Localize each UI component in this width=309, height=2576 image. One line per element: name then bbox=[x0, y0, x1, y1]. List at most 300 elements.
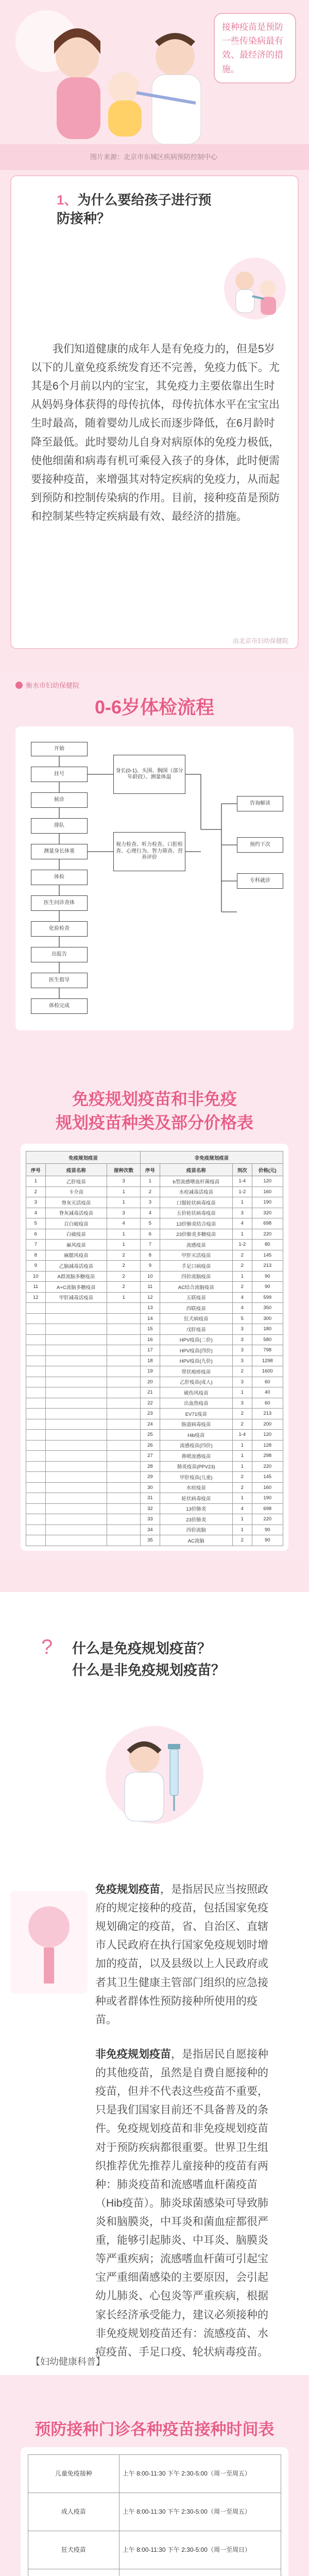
table-cell: 11 bbox=[26, 1282, 46, 1293]
table-cell: 3 bbox=[141, 1197, 160, 1208]
table-cell: 轮状病毒疫苗 bbox=[160, 1493, 232, 1504]
table-cell bbox=[107, 1355, 141, 1366]
table-row bbox=[26, 1208, 283, 1218]
table-cell bbox=[45, 1355, 107, 1366]
table-cell bbox=[26, 1409, 46, 1419]
time-cell: 上午 8:00-11:30 下午 2:30-5:00（周一至周日） bbox=[119, 2531, 281, 2569]
table-cell bbox=[107, 1472, 141, 1483]
table-cell: 甲肝疫苗(儿童) bbox=[160, 1472, 232, 1483]
schedule-card bbox=[21, 2447, 288, 2576]
table-cell: 五价轮状病毒疫苗 bbox=[160, 1208, 232, 1218]
flow-step-queue: 排队 bbox=[31, 818, 88, 834]
table-cell: 33 bbox=[141, 1514, 160, 1525]
flow-step-measure: 测量身长体重 bbox=[31, 844, 88, 859]
table-cell: 40 bbox=[252, 1387, 283, 1398]
vaccine-table-body bbox=[26, 1176, 283, 1546]
intro-title-text: 为什么要给孩子进行预防接种？ bbox=[57, 192, 212, 227]
table-row bbox=[26, 1250, 283, 1261]
table-cell: 四价流脑疫苗 bbox=[160, 1271, 232, 1282]
question-unplanned: 什么是非免疫规划疫苗？ bbox=[72, 1662, 225, 1678]
table-cell: 21 bbox=[141, 1387, 160, 1398]
table-cell: 599 bbox=[252, 1292, 283, 1303]
table-row bbox=[26, 1409, 283, 1419]
flow-chart bbox=[15, 726, 294, 1030]
table-cell: 4 bbox=[26, 1208, 46, 1218]
table-cell: 百白破疫苗 bbox=[45, 1218, 107, 1229]
table-cell: 3 bbox=[107, 1208, 141, 1218]
table-cell: AC流脑 bbox=[160, 1535, 232, 1546]
table-cell bbox=[107, 1451, 141, 1462]
vaccine-table-card bbox=[21, 1144, 288, 1551]
table-cell: 1-2 bbox=[232, 1240, 252, 1250]
table-cell: 1 bbox=[232, 1197, 252, 1208]
planned-text: ，是指居民应当按照政府的规定接种的疫苗，包括国家免疫规划确定的疫苗，省、自治区、直辖市人民政府在执行国家免疫规划时增加的疫苗，以及县级以上人民政府或者其卫生健康主管部门组织的应急接种或者群体性预防接种所使用的疫苗。 bbox=[95, 1884, 268, 2026]
table-cell: 麻风疫苗 bbox=[45, 1240, 107, 1250]
table-cell: 3 bbox=[232, 1355, 252, 1366]
table-cell: 脊灰灭活疫苗 bbox=[45, 1197, 107, 1208]
table-row bbox=[26, 1240, 283, 1250]
table-cell: 1 bbox=[26, 1176, 46, 1187]
table-cell: 1 bbox=[232, 1271, 252, 1282]
table-cell: 17 bbox=[141, 1345, 160, 1356]
table-cell bbox=[107, 1303, 141, 1314]
table-cell: 1298 bbox=[252, 1355, 283, 1366]
table-cell: b型流感嗜血杆菌疫苗 bbox=[160, 1176, 232, 1187]
flow-step-consult: 咨询解读 bbox=[237, 796, 283, 811]
doctor-syringe-illustration bbox=[93, 1721, 216, 1829]
table-cell: 9 bbox=[26, 1261, 46, 1272]
table-cell bbox=[107, 1324, 141, 1335]
flow-step-exam: 体检 bbox=[31, 870, 88, 885]
table-cell: 145 bbox=[252, 1472, 283, 1483]
intro-section bbox=[0, 0, 309, 670]
table-row bbox=[26, 1313, 283, 1324]
table-cell: 24 bbox=[141, 1419, 160, 1430]
time-cell bbox=[119, 2569, 281, 2576]
table-cell: 80 bbox=[252, 1240, 283, 1250]
table-cell: 3 bbox=[232, 1334, 252, 1345]
table-cell: 7 bbox=[141, 1240, 160, 1250]
table-cell bbox=[26, 1461, 46, 1472]
table-row bbox=[26, 1218, 283, 1229]
table-cell: 1 bbox=[232, 1514, 252, 1525]
table-cell: 1 bbox=[232, 1387, 252, 1398]
table-cell bbox=[107, 1398, 141, 1409]
hospital-logo-text: 衡水市妇幼保健院 bbox=[26, 682, 80, 689]
table-cell: 1 bbox=[107, 1229, 141, 1240]
table-row bbox=[28, 2455, 281, 2493]
table-cell: 698 bbox=[252, 1503, 283, 1514]
table-row bbox=[26, 1292, 283, 1303]
flow-step-wait: 候诊 bbox=[31, 792, 88, 808]
table-cell: 3 bbox=[232, 1398, 252, 1409]
table-cell: 6 bbox=[141, 1229, 160, 1240]
table-cell bbox=[26, 1524, 46, 1535]
table-cell: 3 bbox=[232, 1377, 252, 1387]
table-cell: 2 bbox=[232, 1419, 252, 1430]
table-cell: 2 bbox=[107, 1261, 141, 1272]
table-cell: 戊肝疫苗 bbox=[160, 1324, 232, 1335]
vaccine-table-title-line1: 免疫规划疫苗和非免疫 bbox=[72, 1090, 237, 1108]
table-cell: 2 bbox=[232, 1409, 252, 1419]
table-row bbox=[26, 1535, 283, 1546]
hospital-logo-icon bbox=[15, 682, 23, 689]
flow-title: 0-6岁体检流程 bbox=[94, 697, 215, 718]
table-row bbox=[26, 1430, 283, 1440]
table-cell: 乙脑减毒活疫苗 bbox=[45, 1261, 107, 1272]
table-cell: 220 bbox=[252, 1229, 283, 1240]
table-row bbox=[26, 1398, 283, 1409]
table-cell: 1 bbox=[232, 1461, 252, 1472]
table-cell bbox=[107, 1503, 141, 1514]
table-cell bbox=[45, 1345, 107, 1356]
table-row bbox=[26, 1324, 283, 1335]
table-cell: 190 bbox=[252, 1493, 283, 1504]
table-cell: 8 bbox=[26, 1250, 46, 1261]
table-cell: AC结合流脑疫苗 bbox=[160, 1282, 232, 1293]
table-cell bbox=[26, 1303, 46, 1314]
table-cell: 甲肝灭活疫苗 bbox=[160, 1250, 232, 1261]
subheader-cell: 序号 bbox=[26, 1164, 46, 1176]
table-cell: 1 bbox=[141, 1176, 160, 1187]
intro-title bbox=[57, 191, 216, 228]
table-cell: 2 bbox=[232, 1535, 252, 1546]
subheader-cell: 疫苗名称 bbox=[160, 1164, 232, 1176]
table-cell: 19 bbox=[141, 1366, 160, 1377]
flow-section bbox=[0, 670, 309, 1041]
table-cell: 乙肝疫苗 bbox=[45, 1176, 107, 1187]
table-row bbox=[26, 1334, 283, 1345]
vaccination-illustration bbox=[216, 252, 294, 325]
schedule-section bbox=[0, 2375, 309, 2576]
table-row bbox=[26, 1355, 283, 1366]
table-cell bbox=[107, 1313, 141, 1324]
flow-step-lab: 化验检查 bbox=[31, 921, 88, 937]
table-cell: 1-4 bbox=[232, 1430, 252, 1440]
table-cell: 3 bbox=[232, 1345, 252, 1356]
table-cell: 11 bbox=[141, 1282, 160, 1293]
table-row bbox=[26, 1440, 283, 1451]
table-cell: 流感疫苗 bbox=[160, 1240, 232, 1250]
table-row bbox=[26, 1514, 283, 1525]
table-cell: 口服轮状病毒疫苗 bbox=[160, 1197, 232, 1208]
table-cell: 肺炎疫苗(PPV23) bbox=[160, 1461, 232, 1472]
table-cell bbox=[26, 1313, 46, 1324]
vaccine-table-subheader bbox=[26, 1164, 283, 1176]
table-cell bbox=[26, 1503, 46, 1514]
table-cell: A群流脑多糖疫苗 bbox=[45, 1271, 107, 1282]
planned-definition bbox=[95, 1880, 278, 2029]
table-row bbox=[26, 1503, 283, 1514]
table-row bbox=[26, 1176, 283, 1187]
table-cell: 五联疫苗 bbox=[160, 1292, 232, 1303]
table-row bbox=[28, 2569, 281, 2576]
table-cell: 甲肝减毒活疫苗 bbox=[45, 1292, 107, 1303]
table-cell bbox=[45, 1324, 107, 1335]
table-row bbox=[26, 1282, 283, 1293]
schedule-table bbox=[28, 2454, 281, 2576]
table-row bbox=[26, 1482, 283, 1493]
table-cell: 四联疫苗 bbox=[160, 1303, 232, 1314]
subheader-cell: 价格(元) bbox=[252, 1164, 283, 1176]
table-cell: 5 bbox=[141, 1218, 160, 1229]
table-cell: 3 bbox=[26, 1197, 46, 1208]
table-cell: HPV疫苗(四价) bbox=[160, 1345, 232, 1356]
table-cell: 798 bbox=[252, 1345, 283, 1356]
table-cell: 23价肺炎 bbox=[160, 1514, 232, 1525]
table-cell: 1-4 bbox=[232, 1176, 252, 1187]
flow-step-advice: 医生指导 bbox=[31, 973, 88, 988]
table-row bbox=[26, 1377, 283, 1387]
table-cell: 26 bbox=[141, 1440, 160, 1451]
table-cell bbox=[45, 1524, 107, 1535]
table-cell: 60 bbox=[252, 1377, 283, 1387]
table-cell: 3 bbox=[232, 1208, 252, 1218]
table-cell: 9 bbox=[141, 1261, 160, 1272]
table-cell: 18 bbox=[141, 1355, 160, 1366]
flow-note-exam: 视力检查、听力检查、口腔检查、心理行为、智力筛查、营养评价 bbox=[113, 832, 185, 871]
table-cell: 4 bbox=[232, 1292, 252, 1303]
table-cell: 180 bbox=[252, 1324, 283, 1335]
table-cell: 90 bbox=[252, 1524, 283, 1535]
table-cell: 20 bbox=[141, 1377, 160, 1387]
subheader-cell: 疫苗名称 bbox=[45, 1164, 107, 1176]
table-cell: 1 bbox=[232, 1440, 252, 1451]
service-cell bbox=[28, 2569, 119, 2576]
table-cell bbox=[26, 1535, 46, 1546]
table-cell: 白破疫苗 bbox=[45, 1229, 107, 1240]
table-cell: 四价流脑 bbox=[160, 1524, 232, 1535]
table-cell: 水痘减毒活疫苗 bbox=[160, 1187, 232, 1197]
table-cell: 2 bbox=[232, 1282, 252, 1293]
vaccine-table-title-line2: 规划疫苗种类及部分价格表 bbox=[55, 1113, 253, 1132]
table-cell: 4 bbox=[141, 1208, 160, 1218]
table-cell bbox=[45, 1303, 107, 1314]
table-cell: 1 bbox=[107, 1197, 141, 1208]
table-cell: HPV疫苗(二价) bbox=[160, 1334, 232, 1345]
table-cell: 145 bbox=[252, 1250, 283, 1261]
table-cell: 22 bbox=[141, 1398, 160, 1409]
table-cell: 2 bbox=[232, 1261, 252, 1272]
table-cell bbox=[107, 1345, 141, 1356]
table-cell: 1 bbox=[107, 1292, 141, 1303]
table-row bbox=[26, 1366, 283, 1377]
table-cell: 90 bbox=[252, 1282, 283, 1293]
service-cell: 狂犬疫苗 bbox=[28, 2531, 119, 2569]
table-cell: 160 bbox=[252, 1187, 283, 1197]
table-row bbox=[26, 1271, 283, 1282]
table-cell: 35 bbox=[141, 1535, 160, 1546]
table-cell: 鼻喷流感疫苗 bbox=[160, 1451, 232, 1462]
table-row bbox=[26, 1524, 283, 1535]
table-cell bbox=[26, 1324, 46, 1335]
table-cell: 190 bbox=[252, 1197, 283, 1208]
flow-step-follow: 预约下次 bbox=[237, 837, 283, 853]
section-top-bar bbox=[0, 1561, 309, 1592]
table-cell: 213 bbox=[252, 1409, 283, 1419]
table-cell: 1 bbox=[232, 1493, 252, 1504]
vaccine-table-title bbox=[0, 1087, 309, 1135]
flow-note-measure: 身长(0-1)、头围、胸围（部分年龄段）、测量体温 bbox=[113, 755, 185, 794]
table-row bbox=[28, 2531, 281, 2569]
table-cell bbox=[107, 1482, 141, 1493]
unplanned-definition bbox=[95, 2045, 278, 2362]
table-cell: 128 bbox=[252, 1440, 283, 1451]
table-cell: 12 bbox=[26, 1292, 46, 1303]
flow-step-doctor: 医生问诊查体 bbox=[31, 895, 88, 911]
vaccine-table bbox=[26, 1151, 283, 1546]
table-cell bbox=[45, 1398, 107, 1409]
table-cell: 2 bbox=[232, 1250, 252, 1261]
table-cell bbox=[26, 1366, 46, 1377]
table-row bbox=[28, 2493, 281, 2531]
table-cell: 1 bbox=[232, 1451, 252, 1462]
flow-step-done: 体检完成 bbox=[31, 998, 88, 1014]
service-cell: 儿童免疫接种 bbox=[28, 2455, 119, 2493]
table-cell: 580 bbox=[252, 1334, 283, 1345]
table-cell: 10 bbox=[141, 1271, 160, 1282]
table-cell: 乙肝疫苗(成人) bbox=[160, 1377, 232, 1387]
schedule-title: 预防接种门诊各种疫苗接种时间表 bbox=[35, 2420, 274, 2438]
table-cell: 1 bbox=[107, 1187, 141, 1197]
table-cell bbox=[45, 1440, 107, 1451]
vaccine-table-section bbox=[0, 1041, 309, 1561]
table-cell bbox=[107, 1387, 141, 1398]
table-cell: 麻腮风疫苗 bbox=[45, 1250, 107, 1261]
table-row bbox=[26, 1303, 283, 1314]
table-cell: 2 bbox=[107, 1271, 141, 1282]
table-cell: 31 bbox=[141, 1493, 160, 1504]
table-cell: 1 bbox=[232, 1524, 252, 1535]
intro-number: 1、 bbox=[57, 192, 78, 208]
table-row bbox=[26, 1387, 283, 1398]
table-cell: 脊灰减毒活疫苗 bbox=[45, 1208, 107, 1218]
table-cell: 狂犬病疫苗 bbox=[160, 1313, 232, 1324]
schedule-table-body bbox=[28, 2455, 281, 2576]
table-cell bbox=[26, 1345, 46, 1356]
table-cell: 90 bbox=[252, 1271, 283, 1282]
table-cell: 213 bbox=[252, 1261, 283, 1272]
table-cell bbox=[107, 1461, 141, 1472]
left-header: 免疫规划疫苗 bbox=[26, 1151, 141, 1164]
table-cell: 350 bbox=[252, 1303, 283, 1314]
planned-label: 免疫规划疫苗 bbox=[95, 1884, 160, 1895]
table-cell: 破伤风疫苗 bbox=[160, 1387, 232, 1398]
table-cell bbox=[45, 1377, 107, 1387]
question-icon: ? bbox=[41, 1636, 53, 1658]
table-cell: 13 bbox=[141, 1303, 160, 1314]
table-cell: 3 bbox=[232, 1324, 252, 1335]
table-cell: 30 bbox=[141, 1482, 160, 1493]
table-cell bbox=[45, 1472, 107, 1483]
time-cell: 上午 8:00-11:30 下午 2:30-5:00（周一至周五） bbox=[119, 2455, 281, 2493]
table-cell bbox=[45, 1535, 107, 1546]
science-footer: 【妇幼健康科普】 bbox=[31, 2357, 105, 2367]
table-cell: 120 bbox=[252, 1430, 283, 1440]
table-cell: 10 bbox=[26, 1271, 46, 1282]
table-cell: 12 bbox=[141, 1292, 160, 1303]
table-cell: 卡介苗 bbox=[45, 1187, 107, 1197]
table-cell bbox=[26, 1398, 46, 1409]
flow-step-reg: 挂号 bbox=[31, 767, 88, 782]
table-cell bbox=[26, 1430, 46, 1440]
table-cell bbox=[45, 1313, 107, 1324]
table-cell: 2 bbox=[141, 1187, 160, 1197]
table-cell: 320 bbox=[252, 1208, 283, 1218]
table-cell: Hib疫苗 bbox=[160, 1430, 232, 1440]
watermark: 由北京市妇幼保健院 bbox=[232, 637, 288, 645]
table-cell: 298 bbox=[252, 1451, 283, 1462]
flow-step-result: 出报告 bbox=[31, 947, 88, 962]
table-cell: 60 bbox=[252, 1398, 283, 1409]
table-cell bbox=[45, 1514, 107, 1525]
table-cell bbox=[107, 1524, 141, 1535]
table-cell: 2 bbox=[232, 1366, 252, 1377]
table-cell bbox=[26, 1440, 46, 1451]
table-cell: 5 bbox=[232, 1313, 252, 1324]
subheader-cell: 序号 bbox=[141, 1164, 160, 1176]
table-row bbox=[26, 1451, 283, 1462]
table-cell bbox=[45, 1461, 107, 1472]
table-row bbox=[26, 1187, 283, 1197]
table-cell: HPV疫苗(九价) bbox=[160, 1355, 232, 1366]
table-cell: 4 bbox=[232, 1303, 252, 1314]
table-cell: 流感疫苗(四价) bbox=[160, 1440, 232, 1451]
table-cell bbox=[45, 1409, 107, 1419]
table-cell bbox=[107, 1430, 141, 1440]
table-cell bbox=[45, 1503, 107, 1514]
table-row bbox=[26, 1493, 283, 1504]
table-cell: 2 bbox=[232, 1482, 252, 1493]
intro-paragraph: 我们知道健康的成年人是有免疫力的，但是5岁以下的儿童免疫系统发育还不完善，免疫力低下。尤其是6个月前以内的宝宝，其免疫力主要依靠出生时从妈妈身体获得的母传抗体，母传抗体水平在宝宝出生时最高，随着婴幼儿成长而逐步降低，在6月龄时降至最低。此时婴幼儿自身对病原体的免疫力极低，使他细菌和病毒有机可乘侵入孩子的身体，此时便需要接种疫苗，来增强其对特定疾病的免疫力，从而起到预防和控制传染病的作用。目前，接种疫苗是预防和控制某些特定疾病最有效、最经济的措施。 bbox=[31, 343, 280, 522]
table-cell: 5 bbox=[26, 1218, 46, 1229]
table-cell bbox=[107, 1366, 141, 1377]
table-cell bbox=[26, 1419, 46, 1430]
table-cell: 120 bbox=[252, 1176, 283, 1187]
hero-caption: 图片来源：北京市东城区疾病预防控制中心 bbox=[90, 153, 218, 161]
table-cell bbox=[107, 1409, 141, 1419]
unplanned-text: ，是指居民自愿接种的其他疫苗，虽然是自费自愿接种的疫苗，但并不代表这些疫苗不重要，只是我们国家目前还不具备普及的条件。免疫规划疫苗和非免疫规划疫苗对于预防疾病都很重要。世界卫生组织推荐优先推荐儿童接种的疫苗有两种：肺炎疫苗和流感嗜血杆菌疫苗（Hib疫苗）。肺炎球菌感染可导致肺炎和脑膜炎，中耳炎和菌血症都很严重，能够引起肺炎、中耳炎、脑膜炎等严重疾病；流感嗜血杆菌可引起宝宝严重细菌感染的主要原因，会引起幼儿肺炎、心包炎等严重疾病，根据家长经济承受能力，建议必须接种的非免疫规划疫苗还有：流感疫苗、水痘疫苗、手足口疫、轮状病毒疫苗。 bbox=[95, 2048, 269, 2358]
table-cell bbox=[45, 1493, 107, 1504]
table-cell: 4 bbox=[232, 1218, 252, 1229]
table-row bbox=[26, 1197, 283, 1208]
table-row bbox=[26, 1345, 283, 1356]
table-cell bbox=[45, 1451, 107, 1462]
table-row bbox=[26, 1472, 283, 1483]
table-row bbox=[26, 1229, 283, 1240]
subheader-cell: 接种次数 bbox=[107, 1164, 141, 1176]
table-cell: 90 bbox=[252, 1535, 283, 1546]
table-cell: 13价肺炎结合疫苗 bbox=[160, 1218, 232, 1229]
table-cell: 13价肺炎 bbox=[160, 1503, 232, 1514]
table-cell: 2 bbox=[232, 1472, 252, 1483]
table-cell bbox=[45, 1430, 107, 1440]
table-cell: 200 bbox=[252, 1419, 283, 1430]
table-row bbox=[26, 1261, 283, 1272]
table-cell bbox=[26, 1334, 46, 1345]
table-cell bbox=[107, 1334, 141, 1345]
table-cell: 4 bbox=[232, 1503, 252, 1514]
table-cell: 带状疱疹疫苗 bbox=[160, 1366, 232, 1377]
definition-section bbox=[0, 1561, 309, 2375]
table-cell: 1 bbox=[107, 1240, 141, 1250]
table-cell: 8 bbox=[141, 1250, 160, 1261]
table-cell: 220 bbox=[252, 1514, 283, 1525]
time-cell: 上午 8:00-11:30 下午 2:30-5:00（周一至周五） bbox=[119, 2493, 281, 2531]
table-cell bbox=[45, 1366, 107, 1377]
table-cell bbox=[107, 1440, 141, 1451]
table-cell bbox=[45, 1387, 107, 1398]
